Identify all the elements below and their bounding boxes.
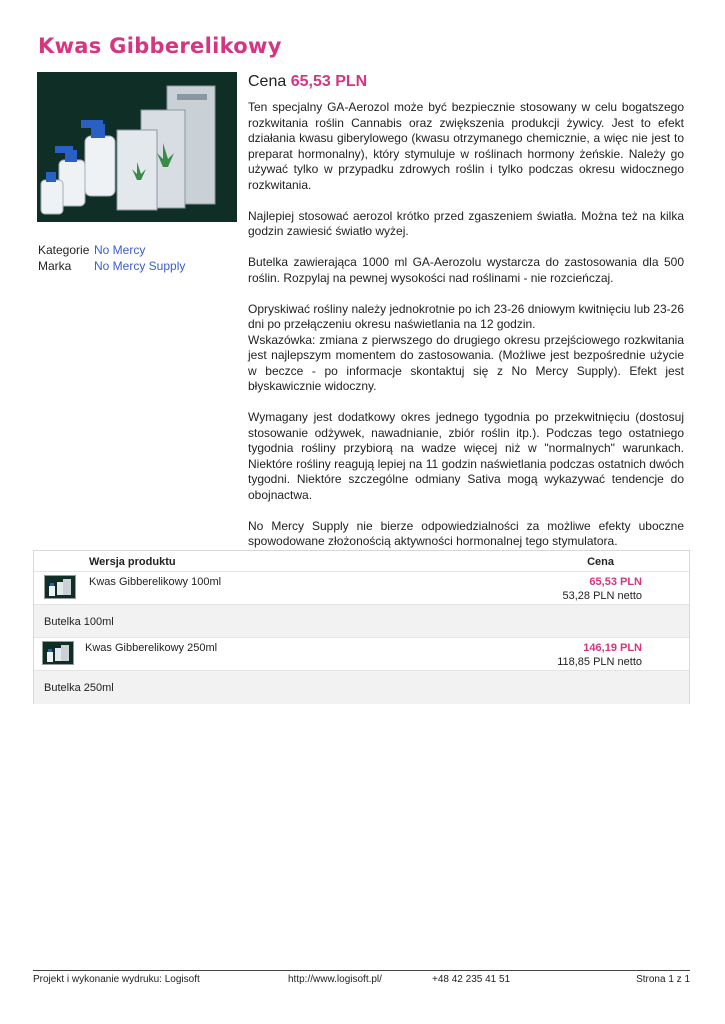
product-price bbox=[248, 73, 367, 91]
variant-name: Kwas Gibberelikowy 250ml bbox=[85, 642, 218, 654]
description-paragraph: Najlepiej stosować aerozol krótko przed zgaszeniem światła. Można też na kilka godzin zawiesić światło wyżej. bbox=[248, 208, 684, 238]
variant-row[interactable] bbox=[34, 571, 689, 605]
variant-thumbnail bbox=[44, 575, 76, 599]
category-link[interactable]: No Mercy bbox=[94, 243, 146, 257]
product-description bbox=[248, 100, 684, 565]
description-paragraph: No Mercy Supply nie bierze odpowiedzialności za możliwe efekty uboczne spowodowane złożonością aktywności hormonalnej tego stymulatora. bbox=[248, 518, 684, 548]
variant-note: Butelka 250ml bbox=[44, 682, 114, 694]
variant-row[interactable] bbox=[34, 637, 689, 671]
description-paragraph: Ten specjalny GA-Aerozol może być bezpiecznie stosowany w celu bogatszego rozkwitania roślin Cannabis oraz zwiększenia produkcji żywicy. Jest to efekt działania kwasu giberylowego (kwasu otrzymanego chemicznie, a więc nie jest to preparat hormonalny), który stymuluje w roślinach hormony żeńskie. Należy go używać tylko w przypadku zdrowych roślin i tylko podczas okresu widocznego rozkwitania. bbox=[248, 100, 684, 192]
product-meta bbox=[38, 242, 185, 274]
description-paragraph: Wymagany jest dodatkowy okres jednego tygodnia po przekwitnięciu (dostosuj stosowanie odżywek, nawadnianie, zbiór roślin itp.). Podczas tego ostatniego tygodnia rośliny przybiorą na wadze więcej niż w "normalnych" warunkach. Niektóre rośliny reagują lepiej na 11 godzin naświetlania podczas ostatnich dwóch tygodni. Niektóre szczególne odmiany Sativa mogą wykazywać tendencje do obojnactwa. bbox=[248, 410, 684, 502]
footer-url[interactable]: http://www.logisoft.pl/ bbox=[288, 974, 382, 985]
header-price: Cena bbox=[587, 556, 614, 568]
price-label: Cena bbox=[248, 73, 287, 90]
page-footer bbox=[33, 970, 690, 988]
product-photo bbox=[37, 72, 237, 222]
header-version: Wersja produktu bbox=[89, 556, 176, 568]
brand-link[interactable]: No Mercy Supply bbox=[94, 259, 186, 273]
description-paragraph: Butelka zawierająca 1000 ml GA-Aerozolu wystarcza do zastosowania dla 500 roślin. Rozpylaj na pewnej wysokości nad roślinami - nie rozcieńczaj. bbox=[248, 255, 684, 285]
variant-thumbnail bbox=[42, 641, 74, 665]
variant-name: Kwas Gibberelikowy 100ml bbox=[89, 576, 222, 588]
variant-price bbox=[557, 641, 642, 669]
brand-label: Marka bbox=[38, 259, 72, 273]
price-value: 65,53 PLN bbox=[290, 73, 368, 90]
variant-gross-price: 65,53 PLN bbox=[589, 576, 642, 588]
description-paragraph: Opryskiwać rośliny należy jednokrotnie po ich 23-26 dniowym kwitnięciu lub 23-26 dni po przełączeniu okresu naświetlania na 12 godzin. Wskazówka: zmiana z pierwszego do drugiego okresu przejściowego rozkwitania jest najlepszym momentem do zastosowania. (Możliwe jest bezpośrednie użycie w beczce - po informacje skontaktuj się z No Mercy Supply). Efekt jest błyskawicznie widoczny. bbox=[248, 301, 684, 393]
variant-gross-price: 146,19 PLN bbox=[583, 642, 642, 654]
variant-price bbox=[562, 575, 642, 603]
footer-phone: +48 42 235 41 51 bbox=[432, 974, 511, 985]
product-photo-illustration bbox=[37, 72, 237, 222]
variants-table bbox=[33, 550, 690, 704]
variant-net-price: 118,85 PLN netto bbox=[557, 656, 642, 668]
variant-note-row bbox=[34, 604, 689, 638]
product-title: Kwas Gibberelikowy bbox=[38, 34, 282, 58]
variants-header bbox=[34, 551, 689, 571]
footer-credit: Projekt i wykonanie wydruku: Logisoft bbox=[33, 974, 200, 985]
variant-note: Butelka 100ml bbox=[44, 616, 114, 628]
variant-note-row bbox=[34, 670, 689, 704]
footer-page-number: Strona 1 z 1 bbox=[636, 974, 690, 985]
category-label: Kategorie bbox=[38, 243, 90, 257]
variant-net-price: 53,28 PLN netto bbox=[562, 590, 642, 602]
